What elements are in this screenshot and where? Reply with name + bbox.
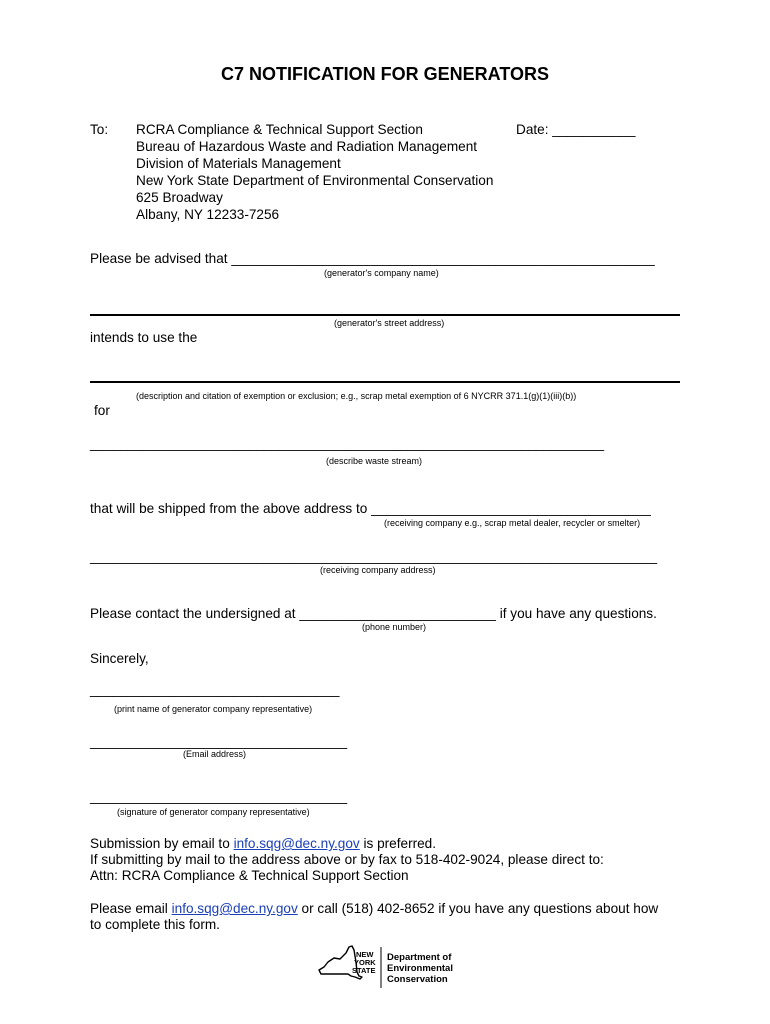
questions-suffix: or call (518) 402-8652 if you have any questions about how: [297, 901, 659, 916]
address-line: Division of Materials Management: [136, 156, 341, 171]
address-line: New York State Department of Environmental Conservation: [136, 173, 494, 188]
advised-prefix: Please be advised that: [90, 251, 232, 266]
shipped-prefix: that will be shipped from the above address to: [90, 501, 372, 516]
submission-prefix: Submission by email to: [90, 836, 234, 851]
print-name-caption: (print name of generator company representative): [114, 704, 313, 714]
intends-text: intends to use the: [90, 330, 198, 345]
phone-field[interactable]: __________________________: [299, 606, 496, 621]
contact-suffix: if you have any questions.: [495, 606, 657, 621]
questions-email-link[interactable]: info.sqg@dec.ny.gov: [171, 901, 298, 916]
address-line: 625 Broadway: [136, 190, 223, 205]
logo-dept-line-2: Environmental: [387, 963, 453, 974]
submission-line: [90, 835, 436, 852]
exemption-caption: (description and citation of exemption or exclusion; e.g., scrap metal exemption of 6 NYCRR 371.1(g)(1)(iii)(b)): [136, 391, 577, 401]
page-title: C7 NOTIFICATION FOR GENERATORS: [220, 64, 549, 84]
contact-prefix: Please contact the undersigned at: [90, 606, 300, 621]
signature-caption: (signature of generator company representative): [117, 807, 310, 817]
company-name-caption: (generator's company name): [324, 268, 439, 278]
recipient-address: [136, 121, 493, 223]
email-caption: (Email address): [183, 749, 247, 759]
receiving-address-field[interactable]: ___________________________________________________________________________: [90, 549, 658, 564]
signature-field[interactable]: __________________________________: [90, 789, 348, 804]
email-link[interactable]: info.sqg@dec.ny.gov: [233, 836, 360, 851]
contact-line: [90, 605, 657, 622]
waste-stream-caption: (describe waste stream): [326, 456, 423, 466]
phone-caption: (phone number): [362, 622, 427, 632]
shipped-line: [90, 500, 651, 517]
advised-line: [90, 250, 655, 267]
mail-instructions: If submitting by mail to the address above or by fax to 518-402-9024, please direct to:: [90, 852, 604, 867]
receiving-address-caption: (receiving company address): [320, 565, 436, 575]
logo-dept-line-3: Conservation: [387, 974, 448, 985]
questions-line-2: to complete this form.: [90, 917, 220, 932]
company-name-field[interactable]: ________________________________________________________: [231, 251, 655, 266]
exemption-field[interactable]: [90, 381, 680, 383]
address-line: Albany, NY 12233-7256: [136, 207, 280, 222]
email-field[interactable]: __________________________________: [90, 734, 348, 749]
questions-prefix: Please email: [90, 901, 172, 916]
attn-line: Attn: RCRA Compliance & Technical Support Section: [90, 868, 409, 883]
for-text: for: [94, 403, 110, 418]
logo-state-york: YORK: [354, 958, 376, 967]
date-field[interactable]: Date: ___________: [516, 122, 636, 137]
questions-line: [90, 900, 658, 917]
street-address-caption: (generator's street address): [334, 318, 445, 328]
nys-dec-logo: [318, 944, 468, 990]
waste-stream-field[interactable]: ____________________________________________________________________: [90, 436, 605, 451]
receiving-company-field[interactable]: _____________________________________: [371, 501, 651, 516]
to-label: To:: [90, 122, 109, 137]
submission-suffix: is preferred.: [359, 836, 437, 851]
logo-state-new: NEW: [356, 950, 374, 959]
sincerely-text: Sincerely,: [90, 651, 149, 666]
receiving-company-caption: (receiving company e.g., scrap metal dealer, recycler or smelter): [384, 518, 641, 528]
print-name-field[interactable]: _________________________________: [90, 682, 340, 697]
street-address-field[interactable]: [90, 314, 680, 316]
address-line: Bureau of Hazardous Waste and Radiation Management: [136, 139, 478, 154]
logo-state-state: STATE: [352, 966, 376, 975]
logo-dept-line-1: Department of: [387, 952, 452, 963]
address-line: RCRA Compliance & Technical Support Section: [136, 122, 423, 137]
